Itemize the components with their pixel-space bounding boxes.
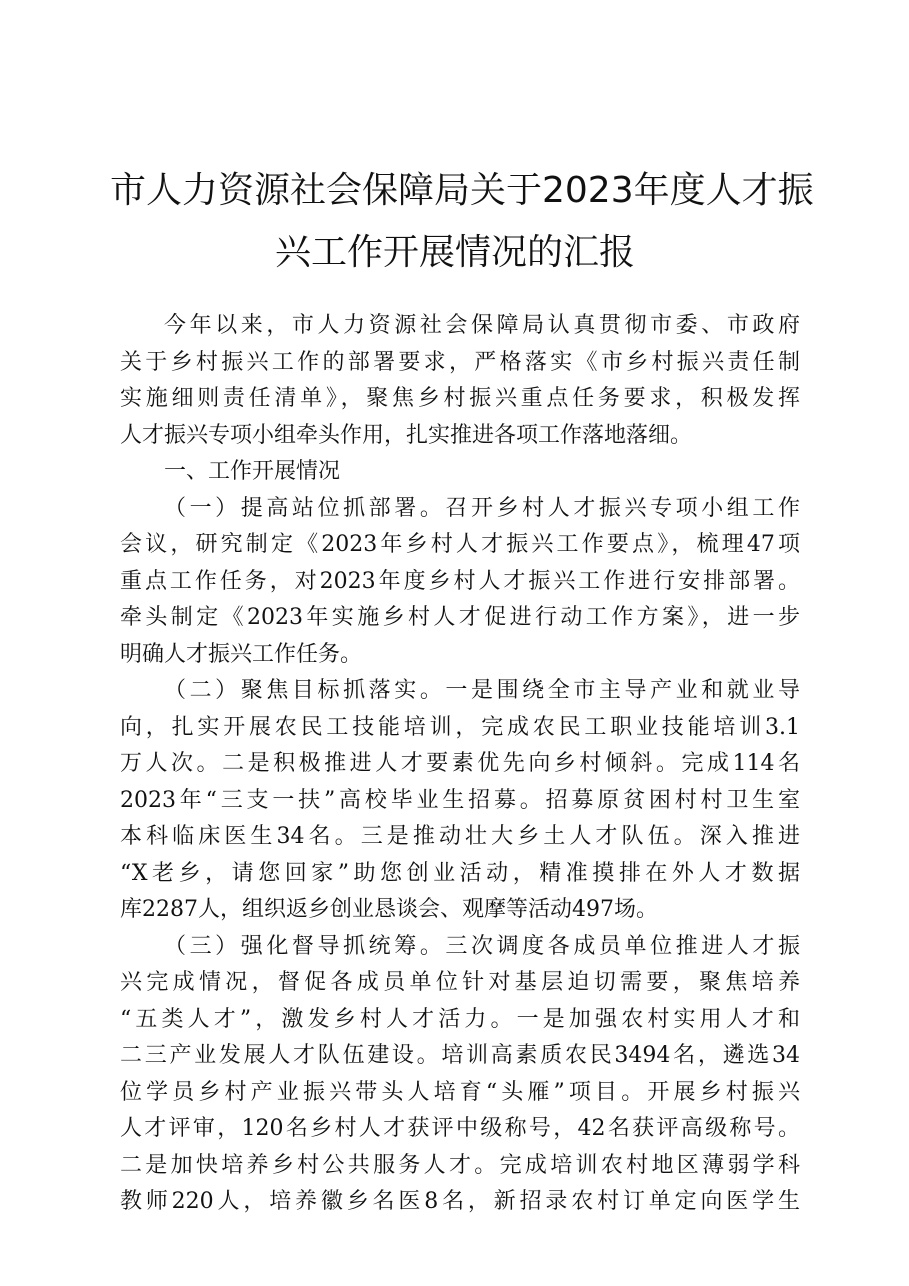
subsection-2-line: 库2287人，组织返乡创业恳谈会、观摩等活动497场。 <box>120 897 658 922</box>
subsection-2-line: 向，扎实开展农民工技能培训，完成农民工职业技能培训3.1 <box>120 714 800 740</box>
document-body <box>120 308 800 1221</box>
subsection-2-line: 2023年“三支一扶”高校毕业生招募。招募原贫困村村卫生室 <box>120 787 800 813</box>
subsection-3-heading: （三）强化督导抓统筹。 <box>164 933 446 959</box>
subsection-1-heading: （一）提高站位抓部署。 <box>164 495 446 521</box>
subsection-2-text: 一是围绕全市主导产业和就业导 <box>445 678 800 703</box>
subsection-3 <box>120 929 800 1221</box>
section-heading: 一、工作开展情况 <box>164 459 341 484</box>
document-title <box>110 160 814 284</box>
subsection-2-heading: （二）聚焦目标抓落实。 <box>164 678 446 703</box>
title-line-2: 兴工作开展情况的汇报 <box>274 232 635 273</box>
subsection-2-line: 本科临床医生34名。三是推动壮大乡土人才队伍。深入推进 <box>120 824 800 849</box>
subsection-1-text: 召开乡村人才振兴专项小组工作 <box>445 495 800 521</box>
subsection-3-line: 兴完成情况，督促各成员单位针对基层迫切需要，聚焦培养 <box>120 970 800 995</box>
subsection-3-line: “五类人才”，激发乡村人才活力。一是加强农村实用人才和 <box>120 1006 800 1032</box>
intro-line: 人才振兴专项小组牵头作用，扎实推进各项工作落地落细。 <box>120 422 693 448</box>
subsection-1-line: 明确人才振兴工作任务。 <box>120 641 363 667</box>
intro-line: 实施细则责任清单》，聚焦乡村振兴重点任务要求，积极发挥 <box>120 386 800 411</box>
subsection-3-line: 位学员乡村产业振兴带头人培育“头雁”项目。开展乡村振兴 <box>120 1079 800 1105</box>
subsection-3-line: 人才评审，120名乡村人才获评中级称号，42名获评高级称号。 <box>120 1116 800 1141</box>
title-line-1: 市人力资源社会保障局关于2023年度人才振 <box>110 170 814 211</box>
subsection-3-line: 二是加快培养乡村公共服务人才。完成培训农村地区薄弱学科 <box>120 1152 800 1178</box>
intro-line: 关于乡村振兴工作的部署要求，严格落实《市乡村振兴责任制 <box>120 349 800 375</box>
subsection-1 <box>120 491 800 674</box>
subsection-3-line: 二三产业发展人才队伍建设。培训高素质农民3494名，遴选34 <box>120 1043 800 1068</box>
subsection-3-line: 教师220人，培养徽乡名医8名，新招录农村订单定向医学生 <box>120 1189 800 1214</box>
intro-line: 今年以来，市人力资源社会保障局认真贯彻市委、市政府 <box>164 313 800 338</box>
subsection-1-line: 会议，研究制定《2023年乡村人才振兴工作要点》，梳理47项 <box>120 532 800 557</box>
subsection-3-first-line <box>120 929 800 966</box>
subsection-2-line: 万人次。二是积极推进人才要素优先向乡村倾斜。完成114名 <box>120 751 800 776</box>
subsection-2-line: “X老乡，请您回家”助您创业活动，精准摸排在外人才数据 <box>120 860 800 886</box>
subsection-2 <box>120 673 800 929</box>
subsection-1-line: 牵头制定《2023年实施乡村人才促进行动工作方案》，进一步 <box>120 605 800 630</box>
subsection-2-first-line <box>120 673 800 710</box>
subsection-1-first-line <box>120 491 800 528</box>
subsection-1-line: 重点工作任务，对2023年度乡村人才振兴工作进行安排部署。 <box>120 568 800 594</box>
subsection-3-text: 三次调度各成员单位推进人才振 <box>445 933 800 959</box>
intro-paragraph <box>120 308 800 454</box>
